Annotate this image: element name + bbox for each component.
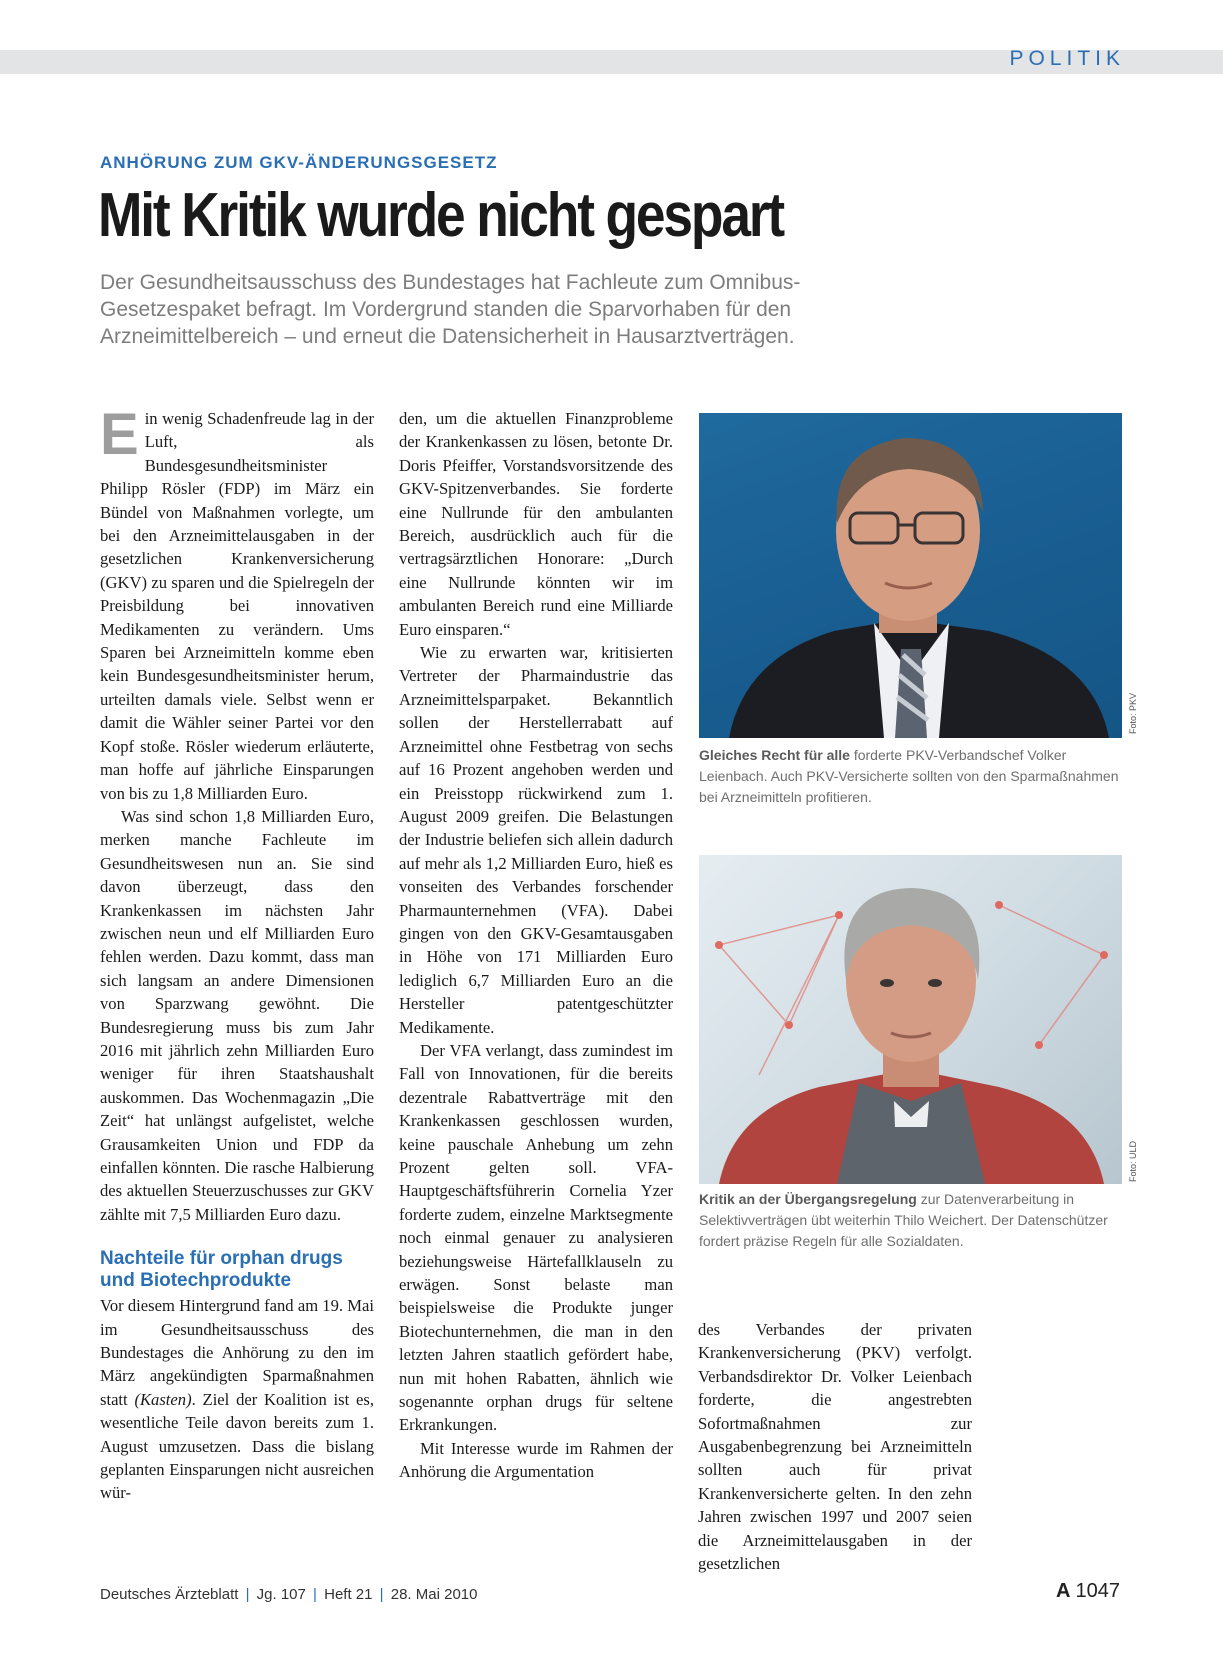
separator: | bbox=[245, 1586, 250, 1603]
text-column-3 bbox=[698, 1318, 972, 1575]
paragraph: des Verbandes der privaten Krankenversicherung (PKV) verfolgt. Verbandsdirektor Dr. Volker Leienbach forderte, die angestrebten Sofortmaßnahmen zur Ausgabenbegrenzung bei Arzneimitteln sollten auch für privat Krankenversicherte gelten. In den zehn Jahren zwischen 1997 und 2007 seien die Arzneimittelausgaben in der gesetzlichen bbox=[698, 1320, 972, 1574]
subheading: Nachteile für orphan drugs und Biotechprodukte bbox=[100, 1248, 343, 1292]
page-prefix: A bbox=[1056, 1580, 1071, 1602]
separator: | bbox=[313, 1586, 317, 1603]
caption-title: Gleiches Recht für alle bbox=[699, 747, 850, 763]
issue-date: 28. Mai 2010 bbox=[390, 1586, 478, 1603]
paragraph-text: in wenig Schadenfreude lag in der Luft, als Bundesgesundheitsminister Philipp Rösler (FDP) im März ein Bündel von Maßnahmen vorlegte, um bei den Arzneimittelausgaben in der gesetzlichen Krankenversicherung (GKV) zu sparen und die Spielregeln der Preisbildung bei innovativen Medikamenten zu verändern. Ums Sparen bei Arzneimitteln komme eben kein Bundesgesundheitsminister herum, urteilten damals viele. Selbst wenn er damit die Wähler seiner Partei vor den Kopf stoße. Rösler wiederum erläuterte, man hoffe auf jährliche Einsparungen von bis zu 1,8 Milliarden Euro. bbox=[100, 409, 374, 803]
caption-text: forderte PKV-Verbandschef Volker Leienbach. Auch PKV-Versicherte sollten von den Sparmaßnahmen bei Arzneimitteln profitieren. bbox=[699, 747, 1119, 805]
article-lead: Der Gesundheitsausschuss des Bundestages hat Fachleute zum Omnibus-Gesetzespaket befragt. Im Vordergrund standen die Sparvorhaben für den Arzneimittelbereich – und erneut die Datensicherheit in Hausarztverträgen. bbox=[100, 271, 801, 348]
box-reference: (Kasten) bbox=[134, 1389, 192, 1409]
paragraph bbox=[100, 1294, 374, 1505]
footer-citation bbox=[100, 1586, 477, 1603]
section-label: POLITIK bbox=[1009, 47, 1125, 70]
photo-credit: Foto: ULD bbox=[1128, 1140, 1138, 1182]
paragraph-text: Vor diesem Hintergrund fand am 19. Mai im Gesundheitsausschuss des Bundestages die Anhörung zu den im März angekündigten Sparmaßnahmen statt bbox=[100, 1296, 374, 1409]
text-column-1 bbox=[100, 402, 374, 1505]
drop-cap: E bbox=[100, 402, 139, 467]
paragraph: den, um die aktuellen Finanzprobleme der Krankenkassen zu lösen, betonte Dr. Doris Pfeiffer, Vorstandsvorsitzende des GKV-Spitzenverbandes. Sie forderte eine Nullrunde für den ambulanten Bereich, ausdrücklich auch für die vertragsärztlichen Honorare: „Durch eine Nullrunde könnten wir im ambulanten Bereich rund eine Milliarde Euro einsparen.“ bbox=[399, 409, 673, 639]
page-number-block bbox=[1056, 1580, 1120, 1603]
page-number: 1047 bbox=[1075, 1580, 1120, 1602]
photo-credit: Foto: PKV bbox=[1128, 692, 1138, 734]
photo-caption bbox=[699, 1189, 1119, 1252]
volume: Jg. 107 bbox=[256, 1586, 306, 1603]
caption-text: zur Datenverarbeitung in Selektivverträgen übt weiterhin Thilo Weichert. Der Datenschützer fordert präzise Regeln für alle Sozialdaten. bbox=[699, 1191, 1108, 1249]
journal-name: Deutsches Ärzteblatt bbox=[100, 1586, 239, 1603]
text-column-2 bbox=[399, 407, 673, 1484]
caption-title: Kritik an der Übergangsregelung bbox=[699, 1191, 917, 1207]
paragraph: Was sind schon 1,8 Milliarden Euro, merken manche Fachleute im Gesundheitswesen nun an. Sie sind davon überzeugt, dass den Krankenkassen im nächsten Jahr zwischen neun und elf Milliarden Euro fehlen werden. Dazu kommt, dass man sich langsam an andere Dimensionen von Sparzwang gewöhnt. Die Bundesregierung muss bis zum Jahr 2016 mit jährlich zehn Milliarden Euro weniger für ihren Staatshaushalt auskommen. Das Wochenmagazin „Die Zeit“ hat unlängst aufgelistet, welche Grausamkeiten Union und FDP da einfallen könnten. Die rasche Halbierung des aktuellen Steuerzuschusses zur GKV zählte mit 7,5 Milliarden Euro dazu. bbox=[100, 806, 374, 1224]
portrait-photo-weichert bbox=[699, 855, 1122, 1184]
paragraph bbox=[100, 402, 374, 805]
paragraph: Mit Interesse wurde im Rahmen der Anhörung die Argumentation bbox=[399, 1438, 673, 1482]
paragraph: Der VFA verlangt, dass zumindest im Fall von Innovationen, für die bereits dezentrale Rabattverträge mit den Krankenkassen geschlossen wurden, keine pauschale Anhebung um zehn Prozent gelten soll. VFA-Hauptgeschäftsführerin Cornelia Yzer forderte zudem, einzelne Marktsegmente noch einmal genauer zu analysieren beziehungsweise Härtefallklauseln zu erwägen. Sonst belaste man beispielsweise die Produkte junger Biotechunternehmen, die man in den letzten Jahren staatlich gefördert habe, nun mit hohen Rabatten, ähnlich wie sogenannte orphan drugs für seltene Erkrankungen. bbox=[399, 1040, 673, 1435]
article-kicker: ANHÖRUNG ZUM GKV-ÄNDERUNGSGESETZ bbox=[100, 153, 498, 172]
paragraph: Wie zu erwarten war, kritisierten Vertreter der Pharmaindustrie das Arzneimittelsparpaket. Bekanntlich sollen der Herstellerrabatt auf Arzneimittel ohne Festbetrag von sechs auf 16 Prozent angehoben werden und ein Preisstopp rückwirkend zum 1. August 2009 greifen. Die Belastungen der Industrie beliefen sich allein dadurch auf mehr als 1,2 Milliarden Euro, hieß es vonseiten des Verbandes forschender Pharmaunternehmen (VFA). Dabei gingen von den GKV-Gesamtausgaben in Höhe von 171 Milliarden Euro lediglich 6,7 Milliarden Euro an die Hersteller patentgeschützter Medikamente. bbox=[399, 643, 673, 1037]
paragraph-text: . Ziel der Koalition ist es, wesentliche Teile davon bereits zum 1. August umzusetzen. Dass die bislang geplanten Einsparungen nicht ausreichen wür- bbox=[100, 1389, 374, 1503]
portrait-illustration bbox=[699, 855, 1122, 1184]
issue: Heft 21 bbox=[324, 1586, 373, 1603]
separator: | bbox=[379, 1586, 384, 1603]
portrait-illustration bbox=[699, 413, 1122, 738]
article-title: Mit Kritik wurde nicht gespart bbox=[98, 181, 784, 250]
portrait-photo-leienbach bbox=[699, 413, 1122, 738]
photo-caption bbox=[699, 745, 1119, 808]
